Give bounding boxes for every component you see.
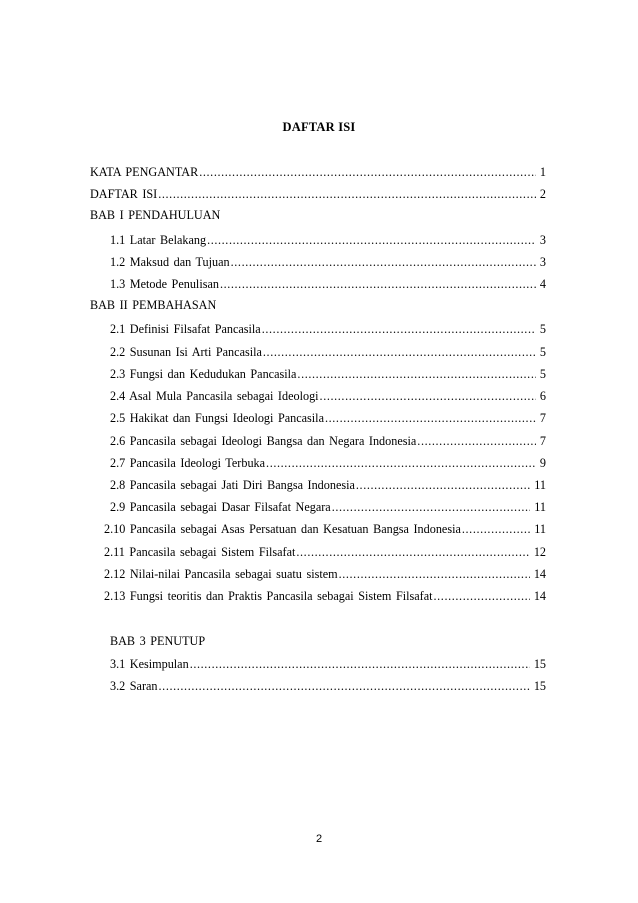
toc-entry-2-12[interactable] (104, 566, 546, 582)
toc-leader-dots (220, 276, 536, 292)
toc-entry-page: 12 (533, 545, 546, 559)
toc-entry-page: 4 (539, 277, 546, 291)
toc-leader-dots (266, 455, 536, 471)
toc-entry-label: 2.2 Susunan Isi Arti Pancasila (110, 345, 262, 359)
toc-leader-dots (263, 344, 536, 360)
toc-entry-label: 2.13 Fungsi teoritis dan Praktis Pancasila sebagai Sistem Filsafat (104, 589, 433, 603)
toc-entry-label: 3.1 Kesimpulan (110, 657, 189, 671)
toc-entry-page: 11 (534, 522, 546, 536)
toc-leader-dots (462, 521, 530, 537)
toc-entry-page: 11 (534, 478, 546, 492)
toc-leader-dots (434, 588, 530, 604)
toc-entry-1-3[interactable] (110, 276, 546, 292)
toc-entry-page: 15 (533, 679, 546, 693)
toc-leader-dots (207, 232, 536, 248)
toc-entry-2-8[interactable] (110, 477, 546, 493)
toc-entry-page: 5 (539, 322, 546, 336)
toc-entry-3-1[interactable] (110, 656, 546, 672)
toc-entry-page: 14 (533, 589, 546, 603)
toc-entry-label: 2.8 Pancasila sebagai Jati Diri Bangsa Indonesia (110, 478, 355, 492)
toc-leader-dots (231, 254, 536, 270)
toc-entry-label: 2.10 Pancasila sebagai Asas Persatuan dan Kesatuan Bangsa Indonesia (104, 522, 461, 536)
toc-leader-dots (199, 164, 536, 180)
toc-entry-2-6[interactable] (110, 433, 546, 449)
toc-entry-page: 15 (533, 657, 546, 671)
toc-entry-2-5[interactable] (110, 410, 546, 426)
toc-leader-dots (262, 321, 536, 337)
page-title: DAFTAR ISI (282, 120, 356, 134)
toc-entry-page: 7 (539, 411, 546, 425)
toc-chapter-heading: BAB 3 PENUTUP (110, 634, 206, 648)
toc-entry-1-2[interactable] (110, 254, 546, 270)
toc-leader-dots (339, 566, 530, 582)
toc-entry-1-1[interactable] (110, 232, 546, 248)
toc-leader-dots (325, 410, 536, 426)
toc-entry-label: 2.11 Pancasila sebagai Sistem Filsafat (104, 545, 296, 559)
toc-entry-label: 2.12 Nilai-nilai Pancasila sebagai suatu sistem (104, 567, 338, 581)
toc-entry-page: 11 (534, 500, 546, 514)
toc-entry-2-7[interactable] (110, 455, 546, 471)
toc-entry-page: 3 (539, 255, 546, 269)
toc-entry-label: 1.3 Metode Penulisan (110, 277, 219, 291)
toc-leader-dots (158, 186, 536, 202)
toc-entry-page: 6 (539, 389, 546, 403)
page-number: 2 (315, 833, 323, 845)
toc-leader-dots (297, 366, 535, 382)
toc-entry-2-3[interactable] (110, 366, 546, 382)
toc-chapter-heading: BAB II PEMBAHASAN (90, 298, 217, 312)
toc-chapter-heading: BAB I PENDAHULUAN (90, 208, 221, 222)
toc-entry-page: 5 (539, 367, 546, 381)
toc-leader-dots (190, 656, 530, 672)
toc-entry-page: 5 (539, 345, 546, 359)
toc-entry-daftar-isi[interactable] (90, 186, 546, 202)
toc-entry-label: 2.5 Hakikat dan Fungsi Ideologi Pancasila (110, 411, 324, 425)
toc-entry-page: 1 (539, 165, 546, 179)
toc-entry-page: 7 (539, 434, 546, 448)
toc-entry-label: 2.6 Pancasila sebagai Ideologi Bangsa dan Negara Indonesia (110, 434, 417, 448)
toc-leader-dots (320, 388, 536, 404)
toc-entry-2-1[interactable] (110, 321, 546, 337)
toc-entry-page: 14 (533, 567, 546, 581)
toc-entry-label: KATA PENGANTAR (90, 165, 199, 179)
toc-entry-3-2[interactable] (110, 678, 546, 694)
toc-entry-page: 9 (539, 456, 546, 470)
toc-entry-label: 2.7 Pancasila Ideologi Terbuka (110, 456, 266, 470)
toc-entry-2-9[interactable] (110, 499, 546, 515)
toc-entry-label: DAFTAR ISI (90, 187, 158, 201)
toc-entry-2-2[interactable] (110, 344, 546, 360)
toc-leader-dots (159, 678, 530, 694)
toc-entry-label: 1.1 Latar Belakang (110, 233, 207, 247)
toc-entry-label: 3.2 Saran (110, 679, 158, 693)
toc-entry-label: 2.1 Definisi Filsafat Pancasila (110, 322, 261, 336)
toc-leader-dots (417, 433, 536, 449)
toc-entry-kata-pengantar[interactable] (90, 164, 546, 180)
toc-entry-page: 3 (539, 233, 546, 247)
toc-leader-dots (356, 477, 530, 493)
toc-entry-2-11[interactable] (104, 544, 546, 560)
toc-entry-label: 2.4 Asal Mula Pancasila sebagai Ideologi (110, 389, 319, 403)
toc-entry-2-13[interactable] (104, 588, 546, 604)
toc-entry-2-10[interactable] (104, 521, 546, 537)
toc-entry-label: 2.9 Pancasila sebagai Dasar Filsafat Negara (110, 500, 331, 514)
toc-entry-label: 1.2 Maksud dan Tujuan (110, 255, 230, 269)
toc-entry-page: 2 (539, 187, 546, 201)
toc-leader-dots (296, 544, 529, 560)
toc-entry-2-4[interactable] (110, 388, 546, 404)
toc-entry-label: 2.3 Fungsi dan Kedudukan Pancasila (110, 367, 297, 381)
toc-leader-dots (332, 499, 531, 515)
